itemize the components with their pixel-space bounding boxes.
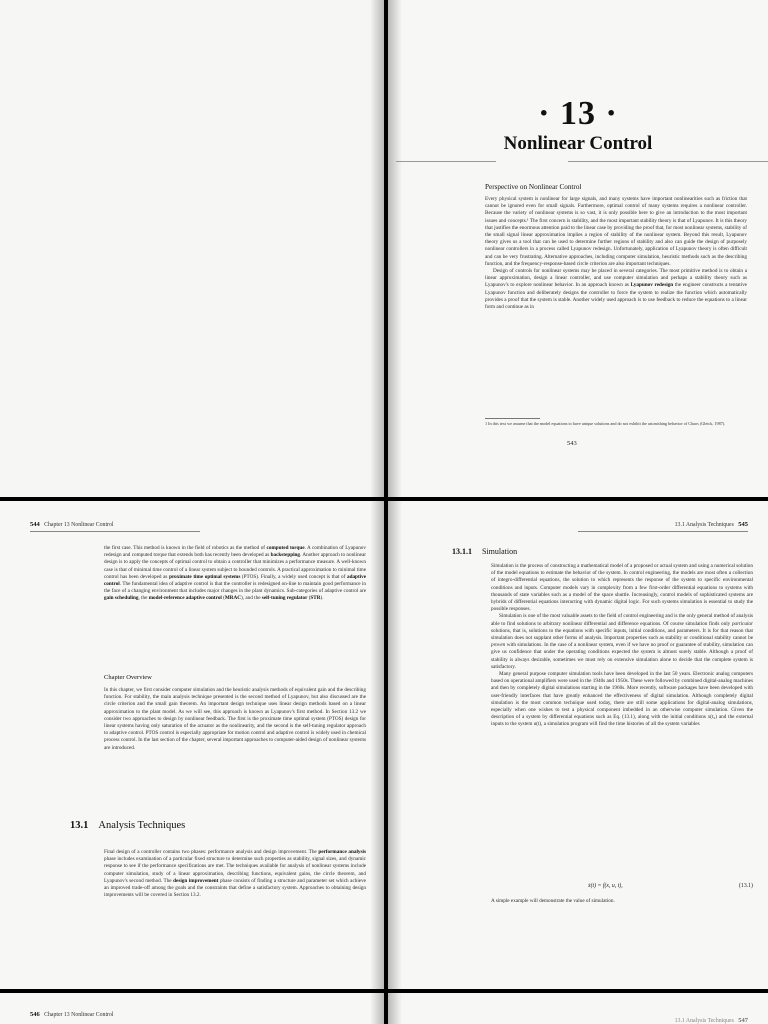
footnote-rule — [485, 418, 540, 419]
page-546 — [0, 993, 384, 1024]
paragraph: Simulation is one of the most valuable assets to the field of control engineering and is the only general method of analysis able to find solutions to arbitrary nonlinear differential and difference equations. Of course simulation finds only particular solutions, that is, solutions to the equations with specific inputs, initial conditions, and parameters. It is for that reason that simulation does not supplant other forms of analysis. Important properties such as stability or conditional stability cannot be proven with simulations. In the case of a nonlinear system, even if we have no proof or guarantee of stability, simulation can give us confidence that under the operating conditions expected the system is almost surely stable. Although a proof of stability is always desirable, sometimes we must rely on extensive simulation alone to decide that the complete system is satisfactory. — [491, 613, 753, 670]
page-number: 543 — [567, 440, 577, 447]
chapter-number: · 13 · — [538, 95, 618, 132]
paragraph: Every physical system is nonlinear for large signals, and many systems have important nonlinearities such as friction that cannot be ignored even for small signals. Furthermore, optimal control of many systems requires a nonlinear controller. Because the variety of nonlinear systems is so vast, it is only possible here to give an introduction to the most important issues and concepts.¹ The first concern is stability, and the most important stability theory is that of Lyapunov. It is this theory that justifies the enormous attention paid to the linear case by providing the proof that, for most nonlinear systems, stability of the small signal linear approximation implies a region of stability of the nonlinear system. Beyond this result, Lyapunov theory gives us a tool that can be used to determine further regions of stability and also can guide the design of purposely nonlinear controllers in a process called Lyapunov redesign. Unfortunately, application of Lyapunov theory is often difficult and can be very frustrating. Alternative approaches, including computer simulation, heuristic methods such as the describing function, and the frequency-response-based circle criterion are also important techniques. — [485, 196, 747, 267]
overview-text: In this chapter, we first consider computer simulation and the heuristic analysis methods of equivalent gain and the describing function. For stability, the main analysis technique presented is the second method of Lyapunov, but also discussed are the circle criterion and the small gain theorem. An important design technique uses linear design methods based on a linear approximation to the plant model. As we will see, this approach is known as Lyapunov's first method. In Section 13.2 we consider two approaches to design by nonlinear feedback. The first is the proximate time optimal system (PTOS) design for linear systems having only saturation of the actuator as the nonlinearity, and the second is the self-tuning regulator approach to adaptive control. PTOS control is especially appropriate for motion control and adaptive control is widely used in chemical process control. In the last section of the chapter, several important approaches to computer-aided design of nonlinear systems are introduced. — [104, 687, 366, 751]
after-equation-text: A simple example will demonstrate the value of simulation. — [491, 898, 615, 904]
running-head-text: Chapter 13 Nonlinear Control — [44, 1012, 114, 1018]
running-head — [30, 1011, 114, 1018]
section-title: Analysis Techniques — [98, 820, 186, 831]
section-body: Final design of a controller contains two phases: performance analysis and design improvement. The performance analysis phase includes examination of a particular fixed structure to determine such properties as stability, signal sizes, and dynamic response to see if the performance specifications are met. The techniques available for analysis of nonlinear systems include computer simulation, study of a linear approximation, describing functions, equivalent gains, the circle theorem, and Lyapunov's second method. The design improvement phase consists of finding a structure and parameter set which achieve an improved trade-off among the goals and the constraints that define a satisfactory system. Approaches to obtaining design improvements will be covered in Section 13.2. — [104, 849, 366, 899]
header-rule — [30, 531, 200, 532]
section-heading: Perspective on Nonlinear Control — [485, 183, 582, 191]
spine-shadow — [388, 0, 402, 497]
subsection-title: Simulation — [482, 547, 518, 556]
page-543 — [388, 0, 768, 497]
page-547 — [388, 993, 768, 1024]
page-544 — [0, 501, 384, 989]
section-number: 13.1 — [70, 820, 89, 831]
running-head — [675, 1017, 748, 1024]
equation-number: (13.1) — [738, 883, 753, 889]
running-head-text: Chapter 13 Nonlinear Control — [44, 522, 114, 528]
running-head — [30, 521, 114, 528]
running-head — [675, 521, 748, 528]
divider-rule — [396, 161, 496, 162]
spine-shadow — [370, 0, 384, 497]
chapter-overview-heading: Chapter Overview — [104, 674, 152, 681]
divider-rule — [568, 161, 768, 162]
body-text — [104, 545, 366, 603]
page-number: 547 — [738, 1017, 748, 1024]
page-number: 546 — [30, 1011, 40, 1018]
paragraph: Simulation is the process of constructing a mathematical model of a proposed or actual system and using a numerical solution of the model equations to estimate the behavior of the system. In control engineering, the models are most often a collection of integro-differential equations, the solution to which represents the response of the system to specific environmental conditions and inputs. Computer models vary in complexity from a few first-order differential equations to systems with thousands of state variables such as a model of the space shuttle. Increasingly, control models of sophisticated systems are hybrids of differential equations interacting with dynamic digital logic. For such systems simulation is essential to study the possible responses. — [491, 563, 753, 613]
page-number: 545 — [738, 521, 748, 528]
section-heading — [70, 820, 185, 831]
blank-page — [0, 0, 384, 497]
running-head-text: 13.1 Analysis Techniques — [674, 522, 734, 528]
subsection-heading — [452, 547, 517, 556]
spine-shadow — [370, 501, 384, 989]
spine-shadow — [370, 993, 384, 1024]
body-text — [491, 563, 753, 729]
running-head-text: 13.1 Analysis Techniques — [674, 1018, 734, 1024]
body-text — [485, 196, 747, 311]
paragraph: the first case. This method is known in the field of robotics as the method of computed torque. A combination of Lyapunov redesign and computed torque that extends both has recently been developed as backstepping. Another approach to nonlinear design is to apply the concepts of optimal control to obtain a controller that minimizes a performance measure. A well-known case is that of minimal time control of a linear system subject to bounded controls. A practical approximation to minimal time control has been developed as proximate time optimal systems (PTOS). Finally, a widely used concept is that of adaptive control. The fundamental idea of adaptive control is that the controller is redesigned on-line to maintain good performance in the face of a changing environment that includes major changes in the plant dynamics. Sub-categories of adaptive control are gain scheduling, the model-reference adaptive control (MRAC), and the self-tuning regulator (STR). — [104, 545, 367, 602]
spine-shadow — [388, 501, 402, 989]
header-rule — [578, 531, 748, 532]
footnote: 1 In this text we assume that the model equations to have unique solutions and do not exhibit the astonishing behavior of Chaos (Gleick, 1987). — [485, 421, 726, 426]
equation: ẋ(t) = f(x, u, t), (13.1) — [588, 883, 753, 889]
chapter-title: Nonlinear Control — [503, 133, 653, 154]
page-number: 544 — [30, 521, 40, 528]
subsection-number: 13.1.1 — [452, 547, 472, 556]
page-545 — [388, 501, 768, 989]
paragraph: Many general purpose computer simulation tools have been developed in the last 50 years. Electronic analog computers based on operational amplifiers were used in the 1940s and 1950s. These were followed by combined digital-analog machines and then by completely digital simulations starting in the 1960s. More recently, software packages have been developed with user-friendly interfaces that have greatly enhanced the effectiveness of digital simulation. Although completely digital simulation is the most common technique used today, there are still some applications for digital-analog simulations, especially when one wishes to test a physical component imbedded in an otherwise computer simulation. Given the description of a system by differential equations such as Eq. (13.1), along with the initial conditions x(t₀) and the external inputs to the system u(t), a simulation program will find the time histories of all the system variables — [491, 671, 753, 728]
spine-shadow — [388, 993, 402, 1024]
paragraph: Design of controls for nonlinear systems may be placed in several categories. The most primitive method is to obtain a linear approximation, design a linear controller, and use computer simulation and perhaps a stability theory such as Lyapunov's to explore nonlinear behavior. In an approach known as Lyapunov redesign the engineer constructs a tentative Lyapunov function and deliberately designs the controller to force the system to realize the function which automatically provides a proof that the system is stable. Another widely used approach is to use feedback to reduce the equations to a linear form and continue as in — [485, 268, 747, 311]
